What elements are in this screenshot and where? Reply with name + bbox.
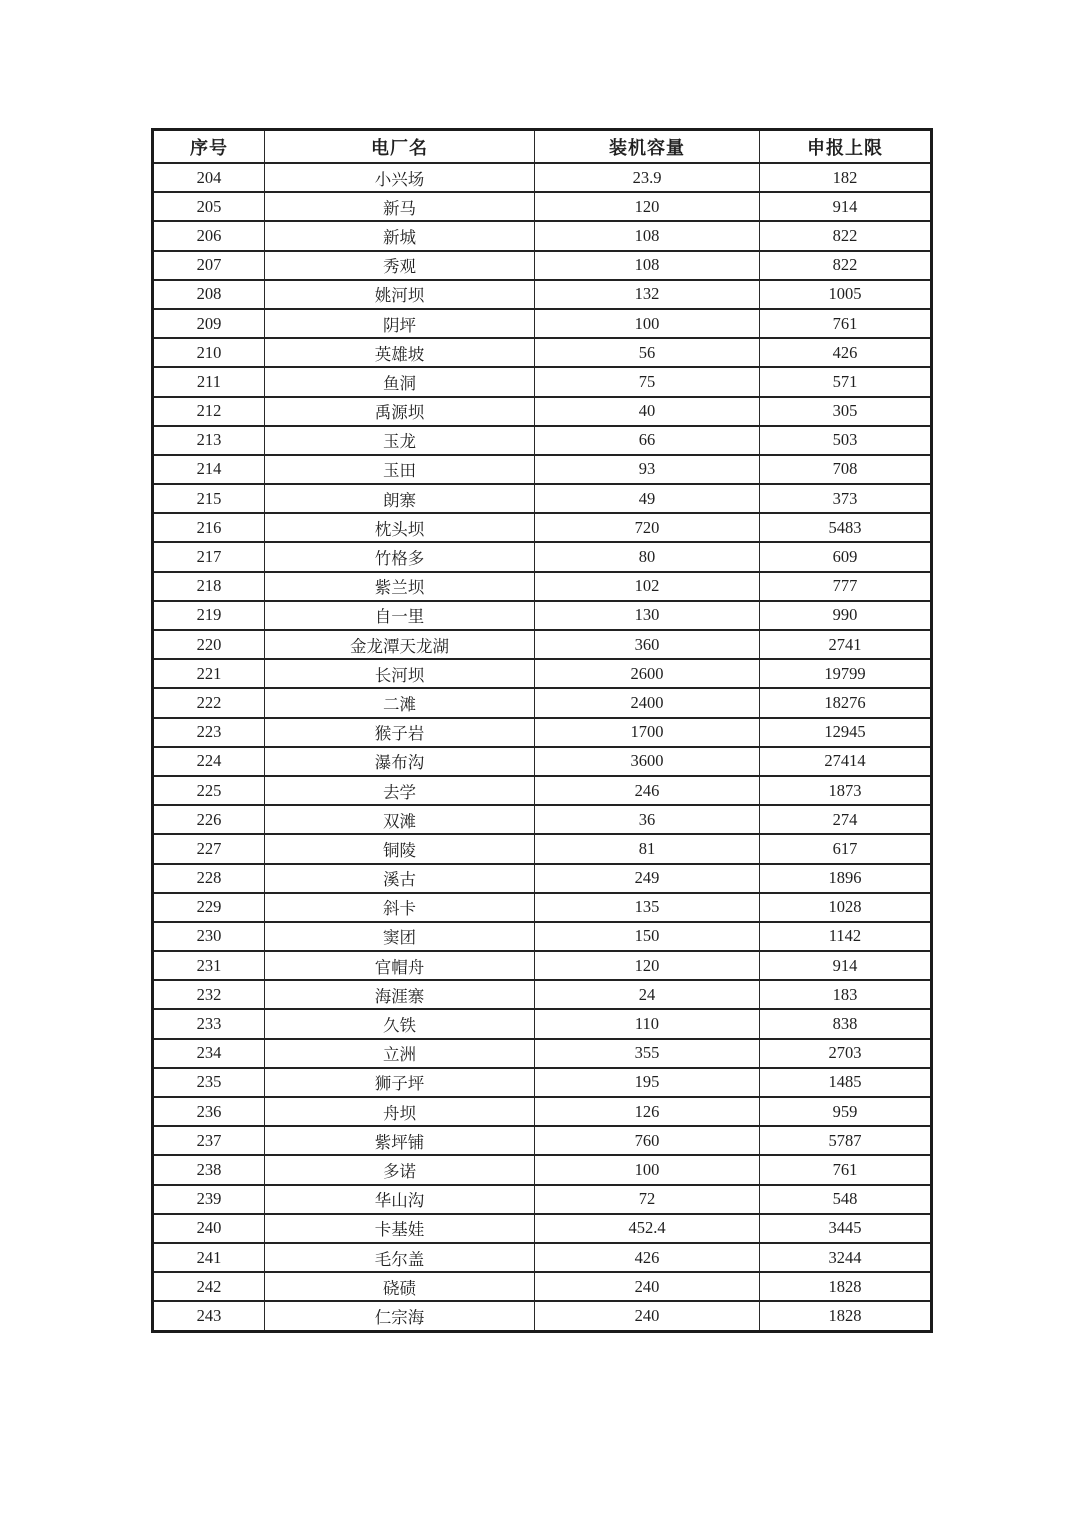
cell-capacity: 2600: [535, 659, 760, 688]
cell-limit: 19799: [760, 659, 932, 688]
table-row: [153, 338, 932, 367]
cell-serial: 217: [153, 542, 265, 571]
table-row: [153, 572, 932, 601]
cell-name: 立洲: [265, 1039, 535, 1068]
cell-name: 多诺: [265, 1155, 535, 1184]
cell-limit: 1828: [760, 1272, 932, 1301]
cell-name: 舟坝: [265, 1097, 535, 1126]
cell-limit: 182: [760, 163, 932, 192]
cell-limit: 3244: [760, 1243, 932, 1272]
cell-limit: 1873: [760, 776, 932, 805]
cell-name: 窦团: [265, 922, 535, 951]
cell-serial: 230: [153, 922, 265, 951]
table-row: [153, 455, 932, 484]
cell-serial: 241: [153, 1243, 265, 1272]
cell-capacity: 100: [535, 309, 760, 338]
cell-capacity: 36: [535, 805, 760, 834]
cell-capacity: 81: [535, 834, 760, 863]
cell-limit: 2703: [760, 1039, 932, 1068]
cell-capacity: 23.9: [535, 163, 760, 192]
cell-limit: 1005: [760, 280, 932, 309]
cell-limit: 777: [760, 572, 932, 601]
cell-name: 双滩: [265, 805, 535, 834]
cell-capacity: 1700: [535, 718, 760, 747]
cell-serial: 234: [153, 1039, 265, 1068]
cell-serial: 222: [153, 688, 265, 717]
col-header-limit: 申报上限: [760, 130, 932, 164]
cell-limit: 761: [760, 309, 932, 338]
cell-limit: 1896: [760, 864, 932, 893]
table-row: [153, 397, 932, 426]
cell-serial: 220: [153, 630, 265, 659]
cell-name: 去学: [265, 776, 535, 805]
cell-serial: 207: [153, 251, 265, 280]
cell-serial: 211: [153, 367, 265, 396]
cell-capacity: 2400: [535, 688, 760, 717]
cell-name: 海涯寨: [265, 980, 535, 1009]
cell-capacity: 120: [535, 192, 760, 221]
cell-serial: 242: [153, 1272, 265, 1301]
cell-capacity: 72: [535, 1185, 760, 1214]
cell-name: 溪古: [265, 864, 535, 893]
cell-capacity: 24: [535, 980, 760, 1009]
cell-name: 竹格多: [265, 542, 535, 571]
col-header-capacity: 装机容量: [535, 130, 760, 164]
cell-name: 玉田: [265, 455, 535, 484]
cell-limit: 1485: [760, 1068, 932, 1097]
cell-limit: 27414: [760, 747, 932, 776]
cell-limit: 959: [760, 1097, 932, 1126]
cell-limit: 12945: [760, 718, 932, 747]
table-row: [153, 280, 932, 309]
cell-limit: 548: [760, 1185, 932, 1214]
cell-limit: 822: [760, 251, 932, 280]
cell-name: 小兴场: [265, 163, 535, 192]
cell-limit: 373: [760, 484, 932, 513]
cell-serial: 232: [153, 980, 265, 1009]
cell-serial: 214: [153, 455, 265, 484]
cell-limit: 838: [760, 1009, 932, 1038]
table-header: [153, 130, 932, 164]
cell-limit: 708: [760, 455, 932, 484]
cell-serial: 226: [153, 805, 265, 834]
cell-capacity: 49: [535, 484, 760, 513]
table-row: [153, 163, 932, 192]
col-header-serial: 序号: [153, 130, 265, 164]
cell-name: 猴子岩: [265, 718, 535, 747]
cell-capacity: 100: [535, 1155, 760, 1184]
table-row: [153, 1039, 932, 1068]
table-row: [153, 513, 932, 542]
cell-serial: 233: [153, 1009, 265, 1038]
cell-limit: 426: [760, 338, 932, 367]
table-body: [153, 163, 932, 1331]
cell-limit: 5787: [760, 1126, 932, 1155]
table-row: [153, 864, 932, 893]
cell-name: 朗寨: [265, 484, 535, 513]
cell-limit: 3445: [760, 1214, 932, 1243]
cell-capacity: 426: [535, 1243, 760, 1272]
cell-serial: 228: [153, 864, 265, 893]
cell-serial: 231: [153, 951, 265, 980]
cell-serial: 240: [153, 1214, 265, 1243]
table-row: [153, 1155, 932, 1184]
cell-serial: 239: [153, 1185, 265, 1214]
cell-serial: 227: [153, 834, 265, 863]
cell-name: 卡基娃: [265, 1214, 535, 1243]
table-row: [153, 951, 932, 980]
cell-capacity: 130: [535, 601, 760, 630]
cell-capacity: 135: [535, 893, 760, 922]
cell-capacity: 126: [535, 1097, 760, 1126]
cell-name: 新城: [265, 221, 535, 250]
cell-serial: 215: [153, 484, 265, 513]
table-row: [153, 893, 932, 922]
cell-limit: 274: [760, 805, 932, 834]
cell-limit: 990: [760, 601, 932, 630]
cell-name: 玉龙: [265, 426, 535, 455]
table-row: [153, 426, 932, 455]
cell-capacity: 195: [535, 1068, 760, 1097]
table-row: [153, 922, 932, 951]
cell-limit: 503: [760, 426, 932, 455]
cell-capacity: 56: [535, 338, 760, 367]
cell-capacity: 720: [535, 513, 760, 542]
cell-name: 官帽舟: [265, 951, 535, 980]
cell-limit: 609: [760, 542, 932, 571]
cell-limit: 1828: [760, 1301, 932, 1331]
cell-serial: 225: [153, 776, 265, 805]
table-row: [153, 630, 932, 659]
cell-capacity: 249: [535, 864, 760, 893]
table-row: [153, 309, 932, 338]
cell-capacity: 120: [535, 951, 760, 980]
cell-capacity: 240: [535, 1301, 760, 1331]
cell-limit: 617: [760, 834, 932, 863]
cell-name: 金龙潭天龙湖: [265, 630, 535, 659]
table-row: [153, 542, 932, 571]
cell-serial: 223: [153, 718, 265, 747]
cell-capacity: 150: [535, 922, 760, 951]
cell-capacity: 246: [535, 776, 760, 805]
cell-capacity: 240: [535, 1272, 760, 1301]
cell-name: 铜陵: [265, 834, 535, 863]
table-row: [153, 192, 932, 221]
table-row: [153, 1301, 932, 1331]
cell-capacity: 66: [535, 426, 760, 455]
cell-limit: 761: [760, 1155, 932, 1184]
cell-name: 斜卡: [265, 893, 535, 922]
table-row: [153, 834, 932, 863]
cell-capacity: 360: [535, 630, 760, 659]
table-header-row: [153, 130, 932, 164]
cell-capacity: 75: [535, 367, 760, 396]
cell-capacity: 93: [535, 455, 760, 484]
table-row: [153, 718, 932, 747]
cell-serial: 236: [153, 1097, 265, 1126]
cell-limit: 183: [760, 980, 932, 1009]
cell-serial: 205: [153, 192, 265, 221]
table-row: [153, 659, 932, 688]
table-row: [153, 1243, 932, 1272]
table-row: [153, 221, 932, 250]
cell-serial: 235: [153, 1068, 265, 1097]
cell-name: 姚河坝: [265, 280, 535, 309]
cell-limit: 305: [760, 397, 932, 426]
cell-serial: 229: [153, 893, 265, 922]
cell-capacity: 760: [535, 1126, 760, 1155]
cell-limit: 914: [760, 951, 932, 980]
cell-name: 秀观: [265, 251, 535, 280]
cell-name: 英雄坡: [265, 338, 535, 367]
cell-name: 硗碛: [265, 1272, 535, 1301]
cell-serial: 243: [153, 1301, 265, 1331]
cell-capacity: 80: [535, 542, 760, 571]
table-row: [153, 601, 932, 630]
cell-limit: 1028: [760, 893, 932, 922]
cell-name: 自一里: [265, 601, 535, 630]
cell-name: 枕头坝: [265, 513, 535, 542]
cell-capacity: 102: [535, 572, 760, 601]
cell-serial: 209: [153, 309, 265, 338]
cell-name: 禹源坝: [265, 397, 535, 426]
cell-name: 瀑布沟: [265, 747, 535, 776]
cell-capacity: 132: [535, 280, 760, 309]
cell-serial: 224: [153, 747, 265, 776]
table-row: [153, 1185, 932, 1214]
table-row: [153, 484, 932, 513]
cell-capacity: 3600: [535, 747, 760, 776]
cell-name: 狮子坪: [265, 1068, 535, 1097]
power-plant-table: [151, 128, 933, 1333]
cell-limit: 5483: [760, 513, 932, 542]
table-row: [153, 805, 932, 834]
table-row: [153, 747, 932, 776]
cell-name: 久铁: [265, 1009, 535, 1038]
cell-name: 阴坪: [265, 309, 535, 338]
cell-capacity: 355: [535, 1039, 760, 1068]
cell-limit: 18276: [760, 688, 932, 717]
table-row: [153, 1009, 932, 1038]
cell-serial: 213: [153, 426, 265, 455]
cell-capacity: 452.4: [535, 1214, 760, 1243]
cell-limit: 822: [760, 221, 932, 250]
cell-capacity: 110: [535, 1009, 760, 1038]
cell-capacity: 108: [535, 221, 760, 250]
cell-serial: 216: [153, 513, 265, 542]
cell-serial: 208: [153, 280, 265, 309]
table-row: [153, 776, 932, 805]
cell-serial: 237: [153, 1126, 265, 1155]
cell-name: 紫坪铺: [265, 1126, 535, 1155]
cell-limit: 1142: [760, 922, 932, 951]
cell-serial: 221: [153, 659, 265, 688]
cell-name: 新马: [265, 192, 535, 221]
table-row: [153, 1126, 932, 1155]
cell-name: 毛尔盖: [265, 1243, 535, 1272]
table-row: [153, 1097, 932, 1126]
cell-capacity: 40: [535, 397, 760, 426]
cell-serial: 212: [153, 397, 265, 426]
cell-serial: 206: [153, 221, 265, 250]
cell-name: 二滩: [265, 688, 535, 717]
cell-name: 仁宗海: [265, 1301, 535, 1331]
col-header-name: 电厂名: [265, 130, 535, 164]
cell-limit: 914: [760, 192, 932, 221]
cell-capacity: 108: [535, 251, 760, 280]
cell-limit: 2741: [760, 630, 932, 659]
table-row: [153, 367, 932, 396]
table-row: [153, 688, 932, 717]
table-row: [153, 1068, 932, 1097]
cell-serial: 238: [153, 1155, 265, 1184]
table-row: [153, 1214, 932, 1243]
cell-limit: 571: [760, 367, 932, 396]
cell-name: 紫兰坝: [265, 572, 535, 601]
cell-serial: 218: [153, 572, 265, 601]
cell-name: 长河坝: [265, 659, 535, 688]
cell-serial: 210: [153, 338, 265, 367]
cell-name: 鱼洞: [265, 367, 535, 396]
table-row: [153, 980, 932, 1009]
table-row: [153, 251, 932, 280]
cell-serial: 204: [153, 163, 265, 192]
table-row: [153, 1272, 932, 1301]
cell-serial: 219: [153, 601, 265, 630]
cell-name: 华山沟: [265, 1185, 535, 1214]
